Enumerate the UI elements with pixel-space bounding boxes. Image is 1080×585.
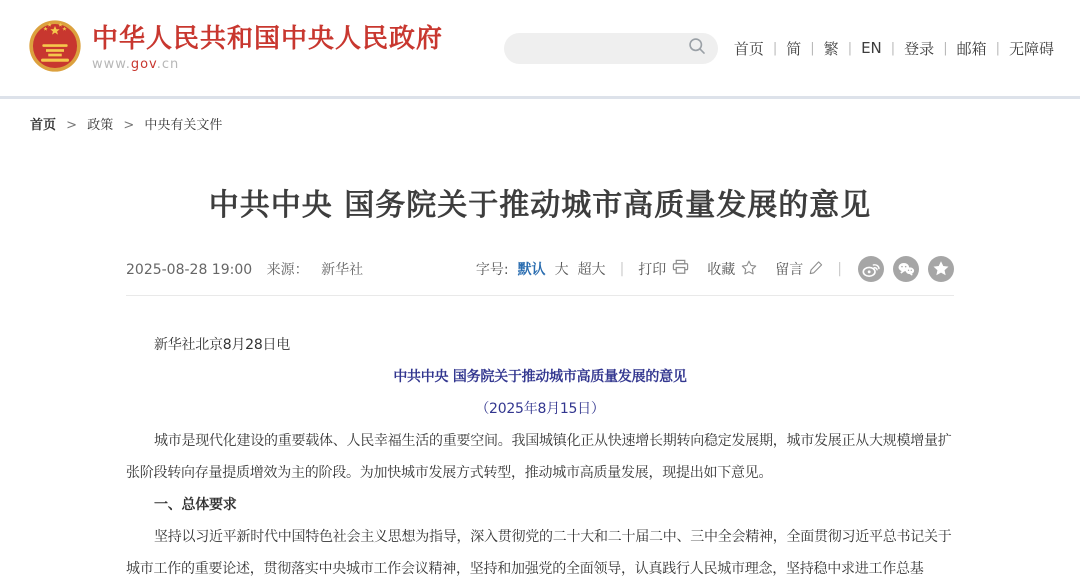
dateline: 新华社北京8月28日电 [154,337,290,353]
fontsize-label: 字号: [475,262,509,278]
share-buttons [858,256,954,282]
article-meta-right: 字号: 默认 大 超大 | 打印 收藏 留言 | [476,256,954,282]
nav-home[interactable]: 首页 [733,39,764,58]
section-heading: 一、总体要求 [154,497,237,513]
search-input[interactable] [520,41,688,56]
document-title: 中共中央 国务院关于推动城市高质量发展的意见 [393,369,687,385]
site-header [0,0,1080,99]
breadcrumb-policy[interactable]: 政策 [87,118,114,133]
qzone-share-icon[interactable] [928,256,954,282]
breadcrumb-home[interactable]: 首页 [30,118,57,133]
breadcrumb [0,99,1080,143]
pencil-icon [809,260,823,279]
top-nav: 首页 | 简 | 繁 | EN | 登录 | 邮箱 | 无障碍 [733,39,1054,58]
breadcrumb-separator: > [123,118,135,133]
source-label: 来源： [266,262,309,278]
nav-traditional[interactable]: 繁 [823,39,839,58]
fontsize-default-button[interactable]: 默认 [517,262,546,278]
publish-datetime: 2025-08-28 19:00 [126,262,253,278]
article-body [126,296,954,585]
document-date: （2025年8月15日） [475,401,605,417]
page-title: 中共中央 国务院关于推动城市高质量发展的意见 [208,188,872,223]
article-meta [126,256,954,296]
nav-simplified[interactable]: 简 [786,39,802,58]
article-meta-left [126,259,363,279]
nav-accessibility[interactable]: 无障碍 [1008,39,1054,58]
weibo-share-icon[interactable] [858,256,884,282]
nav-mail[interactable]: 邮箱 [956,39,987,58]
print-button[interactable]: 打印 [638,259,689,279]
site-logo-link[interactable] [28,19,443,77]
paragraph: 坚持以习近平新时代中国特色社会主义思想为指导，深入贯彻党的二十大和二十届二中、三中全会精神，全面贯彻习近平总书记关于城市工作的重要论述，贯彻落实中央城市工作会议精神，坚持和加强党的全面领导，认真践行人民城市理念，坚持稳中求进工作总基 [126,529,952,577]
search-box[interactable] [504,33,718,64]
fontsize-xlarge-button[interactable]: 超大 [577,262,606,278]
source-name: 新华社 [321,262,364,278]
article-container [126,187,954,585]
site-url: www.gov.cn [92,57,180,72]
breadcrumb-separator: > [66,118,78,133]
paragraph: 城市是现代化建设的重要载体、人民幸福生活的重要空间。我国城镇化正从快速增长期转向稳定发展期，城市发展正从大规模增量扩张阶段转向存量提质增效为主的阶段。为加快城市发展方式转型，推动城市高质量发展，现提出如下意见。 [126,433,952,481]
national-emblem-icon [28,19,82,77]
fontsize-large-button[interactable]: 大 [554,262,569,278]
star-icon [741,260,757,279]
breadcrumb-current: 中央有关文件 [144,118,223,133]
comment-button[interactable]: 留言 [775,259,823,279]
nav-login[interactable]: 登录 [904,39,935,58]
nav-english[interactable]: EN [861,39,882,57]
printer-icon [672,259,689,279]
favorite-button[interactable]: 收藏 [707,259,757,279]
site-title: 中华人民共和国中央人民政府 [92,24,444,54]
search-icon[interactable] [688,37,706,59]
wechat-share-icon[interactable] [893,256,919,282]
